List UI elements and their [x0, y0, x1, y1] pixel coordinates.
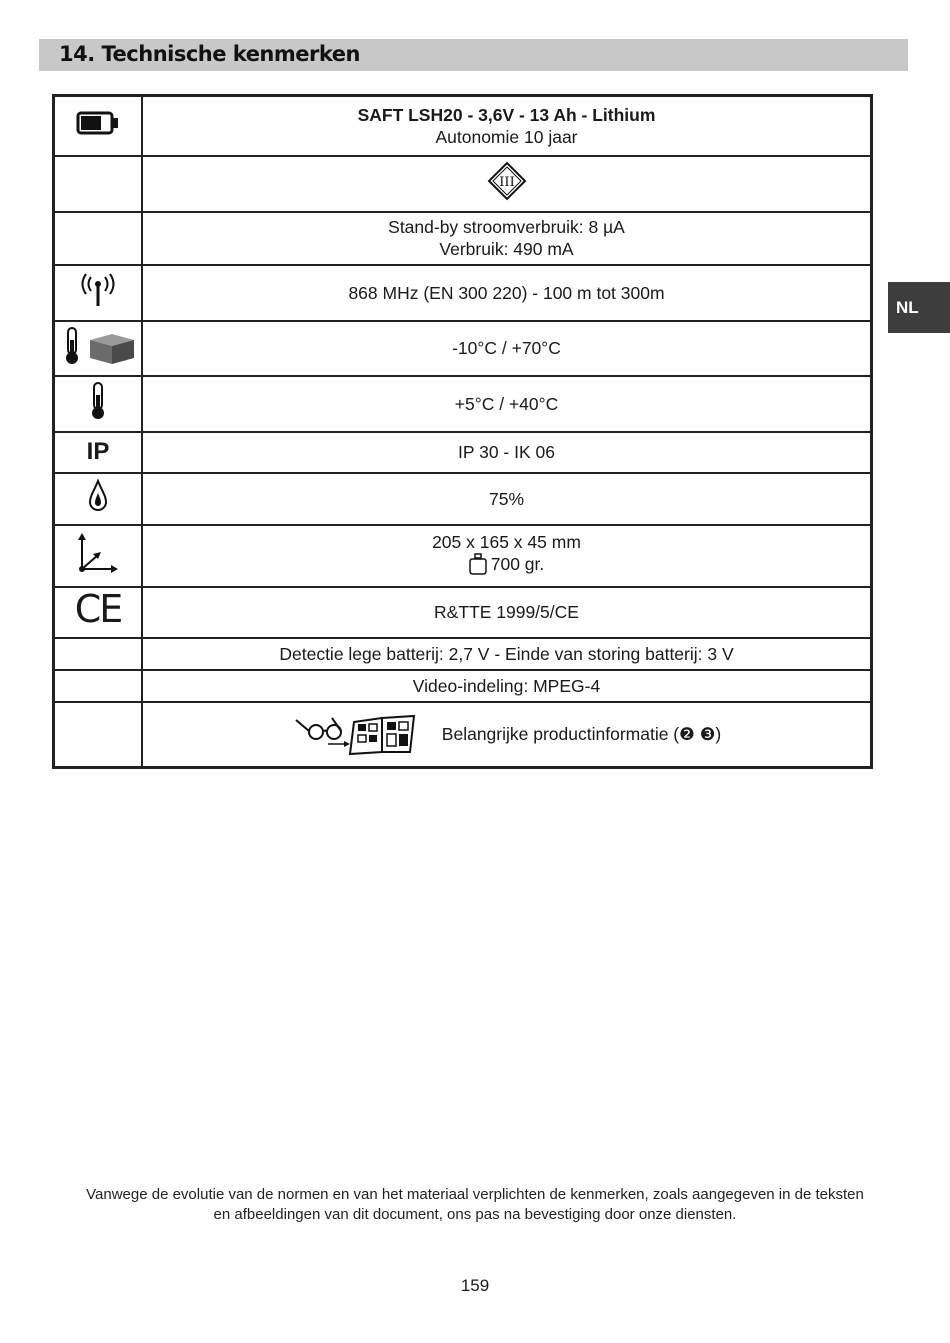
- icon-cell: [54, 212, 143, 265]
- battery-icon: [76, 111, 120, 135]
- table-row: [54, 587, 872, 638]
- page-number: 159: [460, 1276, 490, 1295]
- footer-line-1: Vanwege de evolutie van de normen en van het materiaal verplichten de kenmerken, zoals aangegeven in de teksten: [86, 1186, 864, 1203]
- table-row: [54, 525, 872, 587]
- humidity-spec: 75%: [142, 473, 872, 525]
- operating-temperature-spec: +5°C / +40°C: [142, 376, 872, 432]
- language-tab: NL: [888, 282, 950, 333]
- product-info-text: Belangrijke productinformatie (❷ ❸): [441, 724, 722, 745]
- icon-cell: [54, 265, 143, 321]
- read-manual-icon: [292, 712, 416, 756]
- table-row: [54, 265, 872, 321]
- specifications-table: [52, 94, 873, 769]
- table-row: [54, 321, 872, 376]
- thermometer-icon: [88, 381, 108, 421]
- icon-cell: [54, 670, 143, 702]
- icon-cell: [54, 473, 143, 525]
- icon-cell: [54, 376, 143, 432]
- icon-cell: [54, 432, 143, 473]
- ip-label: IP: [86, 437, 110, 465]
- storage-temperature-spec: -10°C / +70°C: [142, 321, 872, 376]
- radio-antenna-icon: [76, 272, 120, 308]
- product-info-spec: [142, 702, 872, 768]
- storage-temperature-icon: [60, 326, 136, 366]
- ip-spec: IP 30 - IK 06: [142, 432, 872, 473]
- icon-cell: [54, 96, 143, 156]
- icon-cell: [54, 156, 143, 212]
- dimensions-size: 205 x 165 x 45 mm: [432, 532, 581, 552]
- weight-line: [469, 553, 545, 575]
- product-info-wrap: [143, 712, 870, 756]
- battery-autonomy: Autonomie 10 jaar: [435, 126, 578, 147]
- dimensions-spec: [142, 525, 872, 587]
- table-row: [54, 432, 872, 473]
- table-row: [54, 96, 872, 156]
- icon-cell: [54, 525, 143, 587]
- section-title: 14. Technische kenmerken: [59, 42, 360, 66]
- table-row: [54, 212, 872, 265]
- footer-line-2: en afbeeldingen van dit document, ons pas na bevestiging door onze diensten.: [213, 1206, 737, 1223]
- ce-spec: R&TTE 1999/5/CE: [142, 587, 872, 638]
- humidity-drop-icon: [87, 479, 109, 513]
- weight-icon: [469, 553, 487, 575]
- battery-title: SAFT LSH20 - 3,6V - 13 Ah - Lithium: [357, 104, 656, 125]
- active-consumption: Verbruik: 490 mA: [439, 239, 574, 259]
- class-symbol: III: [498, 175, 515, 190]
- class-iii-icon: [487, 161, 527, 201]
- table-row: [54, 376, 872, 432]
- radio-spec: 868 MHz (EN 300 220) - 100 m tot 300m: [142, 265, 872, 321]
- table-row: [54, 670, 872, 702]
- footer-note: [40, 1185, 910, 1225]
- table-row: [54, 638, 872, 670]
- icon-cell: [54, 587, 143, 638]
- icon-cell: [54, 638, 143, 670]
- weight-value: 700 gr.: [490, 554, 545, 574]
- consumption-spec: [142, 212, 872, 265]
- dimensions-axes-icon: [76, 531, 120, 575]
- class-spec: [142, 156, 872, 212]
- icon-cell: [54, 321, 143, 376]
- icon-cell: [54, 702, 143, 768]
- table-row: [54, 473, 872, 525]
- battery-detection-spec: Detectie lege batterij: 2,7 V - Einde van storing batterij: 3 V: [142, 638, 872, 670]
- table-row: [54, 702, 872, 768]
- battery-spec: [142, 96, 872, 156]
- video-spec: Video-indeling: MPEG-4: [142, 670, 872, 702]
- section-header: [39, 39, 908, 71]
- ce-mark-icon: CE: [74, 586, 122, 631]
- standby-consumption: Stand-by stroomverbruik: 8 µA: [388, 217, 625, 237]
- table-row: [54, 156, 872, 212]
